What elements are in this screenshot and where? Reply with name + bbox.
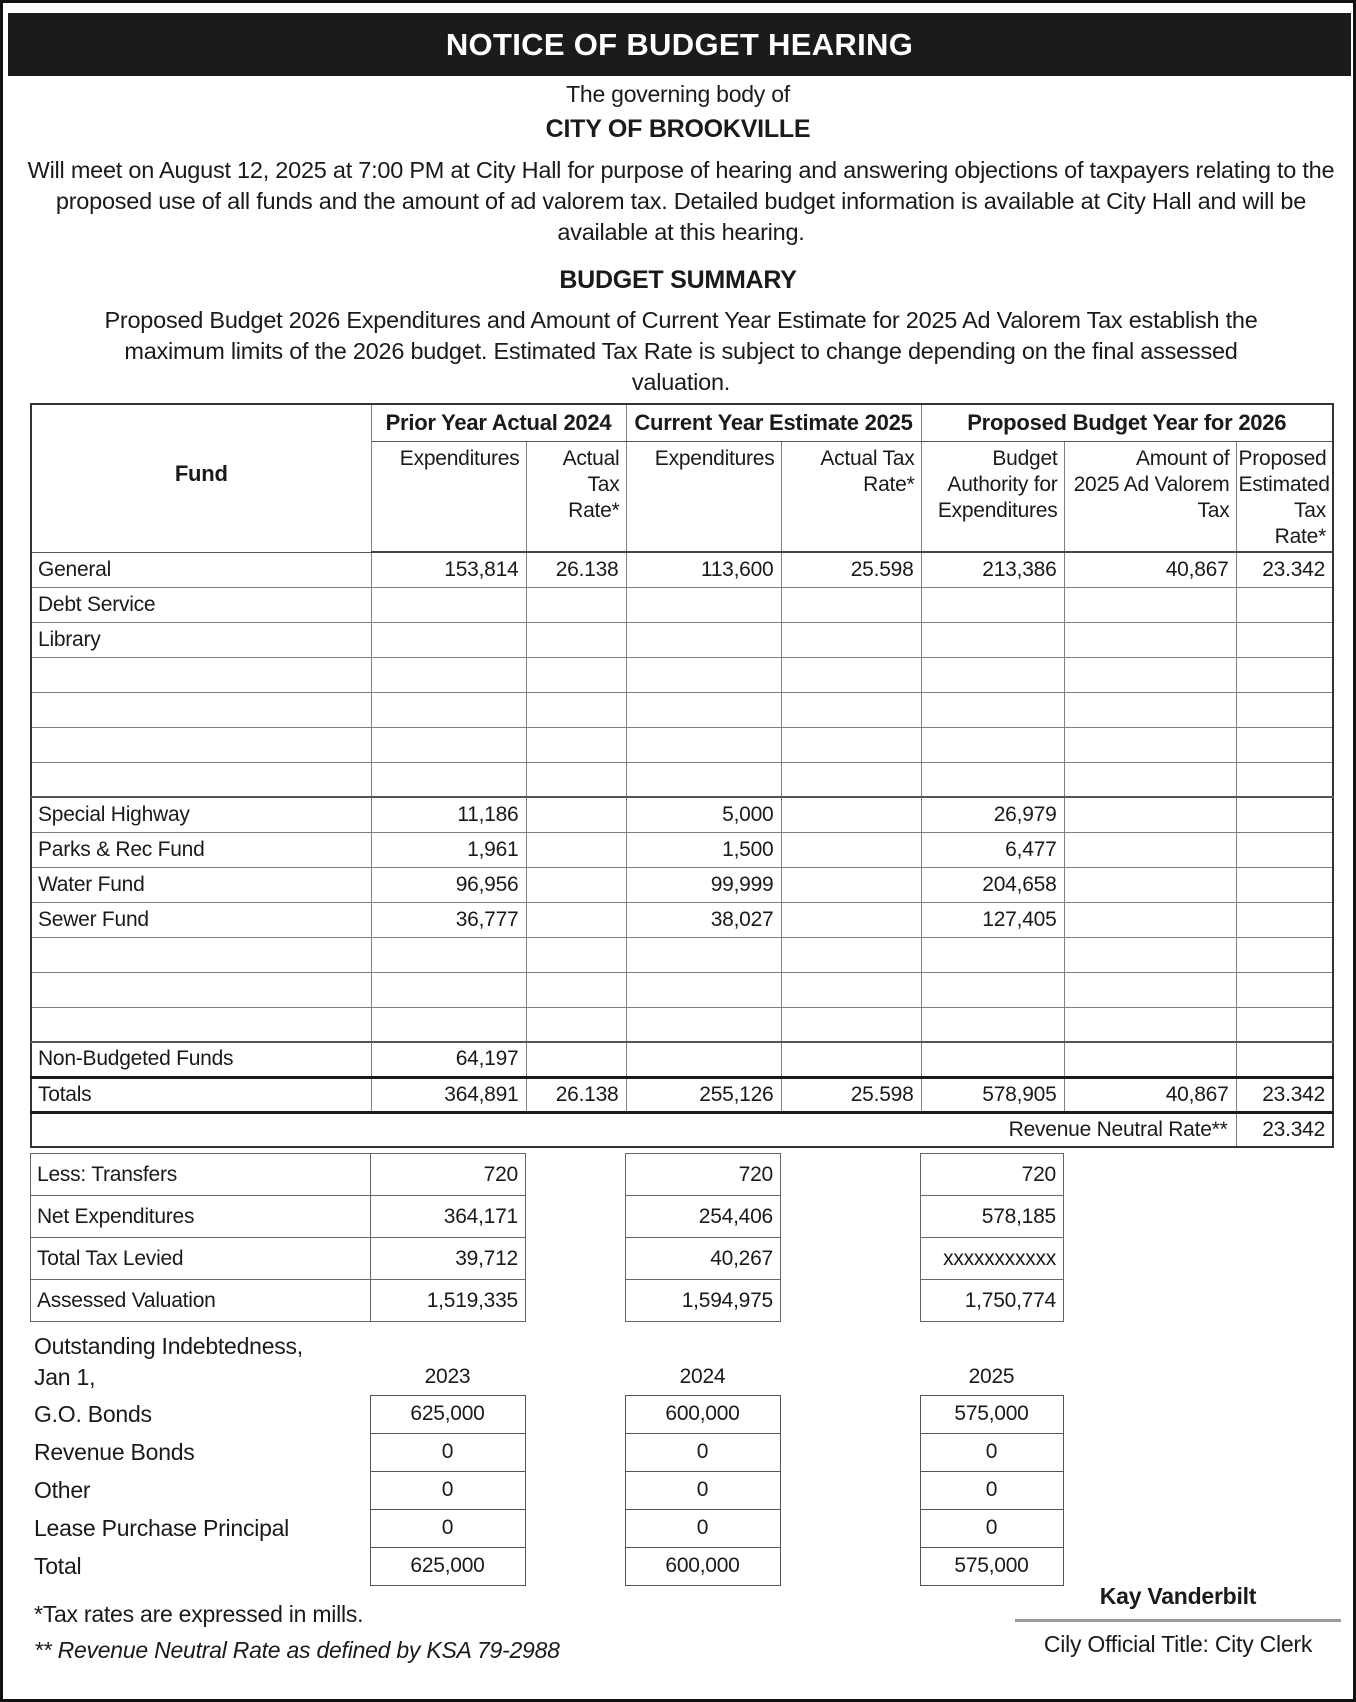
- fund-label: [31, 1007, 371, 1042]
- value-cell: [1236, 762, 1333, 797]
- adjustment-label: Net Expenditures: [31, 1196, 371, 1238]
- value-cell: [371, 587, 526, 622]
- revenue-neutral-row: [31, 1112, 1333, 1147]
- value-cell: [626, 1042, 781, 1077]
- value-cell: [781, 762, 921, 797]
- column-header-line: Budget: [992, 446, 1058, 470]
- footnote-revenue-neutral: ** Revenue Neutral Rate as defined by KSA 79-2988: [34, 1637, 560, 1663]
- value-cell: 11,186: [371, 797, 526, 832]
- group-header-0: Prior Year Actual 2024: [371, 404, 626, 441]
- column-header-line: Estimated: [1238, 472, 1330, 496]
- governing-body-line: The governing body of: [566, 81, 790, 107]
- value-cell: 25.598: [781, 552, 921, 587]
- value-cell: [921, 657, 1064, 692]
- value-cell: [526, 937, 626, 972]
- year-header: 2025: [968, 1364, 1015, 1388]
- value-cell: 5,000: [626, 797, 781, 832]
- indebtedness-value: 0: [920, 1509, 1063, 1547]
- column-header-line: Amount of: [1135, 446, 1230, 470]
- value-cell: [626, 972, 781, 1007]
- value-cell: 23.342: [1236, 1077, 1333, 1112]
- table-row: [31, 937, 1333, 972]
- indebtedness-value: 0: [370, 1509, 525, 1547]
- fund-label: [31, 692, 371, 727]
- column-spacer: [526, 1154, 626, 1196]
- indebtedness-value: 600,000: [625, 1395, 780, 1433]
- indebtedness-value: 625,000: [370, 1547, 525, 1585]
- signature-line: [1015, 1619, 1341, 1622]
- adjustments-table: [30, 1153, 1064, 1322]
- budget-summary-title: BUDGET SUMMARY: [559, 266, 797, 294]
- value-cell: [1236, 832, 1333, 867]
- value-cell: 113,600: [626, 552, 781, 587]
- fund-label: Special Highway: [31, 797, 371, 832]
- value-cell: [921, 727, 1064, 762]
- column-header-5: [1064, 441, 1236, 552]
- value-cell: [371, 692, 526, 727]
- adjustment-value: 254,406: [626, 1196, 781, 1238]
- table-row: [31, 762, 1333, 797]
- notice-title: NOTICE OF BUDGET HEARING: [445, 26, 914, 62]
- adjustment-label: Assessed Valuation: [31, 1280, 371, 1322]
- indebtedness-row: [30, 1395, 1063, 1433]
- column-spacer: [780, 1509, 920, 1547]
- table-row: [31, 657, 1333, 692]
- column-header-line: Expenditures: [399, 446, 520, 470]
- value-cell: [781, 867, 921, 902]
- indebtedness-label: Other: [34, 1476, 91, 1503]
- adjustment-label: Total Tax Levied: [31, 1238, 371, 1280]
- value-cell: [526, 867, 626, 902]
- fund-label: Totals: [31, 1077, 371, 1112]
- column-header-line: Rate*: [863, 472, 915, 496]
- table-row: [31, 902, 1333, 937]
- value-cell: 26,979: [921, 797, 1064, 832]
- value-cell: [371, 972, 526, 1007]
- value-cell: [921, 622, 1064, 657]
- table-row: [31, 587, 1333, 622]
- column-header-line: Tax: [1197, 498, 1230, 522]
- column-header-line: 2025 Ad Valorem: [1073, 472, 1230, 496]
- indebtedness-subtitle: Jan 1,: [34, 1363, 96, 1390]
- value-cell: [1064, 657, 1236, 692]
- value-cell: [626, 587, 781, 622]
- table-row: [31, 727, 1333, 762]
- value-cell: [1064, 832, 1236, 867]
- adjustment-value: 39,712: [371, 1238, 526, 1280]
- value-cell: 23.342: [1236, 552, 1333, 587]
- value-cell: [1064, 762, 1236, 797]
- value-cell: [626, 727, 781, 762]
- indebtedness-value: 0: [625, 1509, 780, 1547]
- value-cell: [781, 797, 921, 832]
- group-header-1: Current Year Estimate 2025: [626, 404, 921, 441]
- column-header-line: Authority for: [947, 472, 1058, 496]
- value-cell: [1236, 867, 1333, 902]
- fund-label: [31, 657, 371, 692]
- value-cell: [526, 692, 626, 727]
- value-cell: [1236, 1042, 1333, 1077]
- indebtedness-label: G.O. Bonds: [34, 1400, 152, 1427]
- adjustment-value: 720: [921, 1154, 1064, 1196]
- value-cell: [921, 1042, 1064, 1077]
- value-cell: 364,891: [371, 1077, 526, 1112]
- adjustment-value: 40,267: [626, 1238, 781, 1280]
- meeting-paragraph: Will meet on August 12, 2025 at 7:00 PM at City Hall for purpose of hearing and answering objections of taxpayers relating to the proposed use of all funds and the amount of ad valorem tax. Detailed budget information is available at City Hall and will be available at this hearing.: [27, 157, 1335, 245]
- value-cell: [371, 727, 526, 762]
- column-header-line: Proposed: [1238, 446, 1327, 470]
- column-spacer: [526, 1280, 626, 1322]
- table-row: [31, 972, 1333, 1007]
- value-cell: 1,500: [626, 832, 781, 867]
- value-cell: 38,027: [626, 902, 781, 937]
- value-cell: [1236, 692, 1333, 727]
- value-cell: [1236, 657, 1333, 692]
- value-cell: 99,999: [626, 867, 781, 902]
- revenue-neutral-value: 23.342: [1236, 1112, 1333, 1147]
- value-cell: [1236, 972, 1333, 1007]
- value-cell: [1236, 937, 1333, 972]
- column-spacer: [781, 1196, 921, 1238]
- value-cell: [921, 937, 1064, 972]
- adjustment-value: 578,185: [921, 1196, 1064, 1238]
- value-cell: 153,814: [371, 552, 526, 587]
- column-header-line: Tax: [587, 472, 620, 496]
- value-cell: [1064, 797, 1236, 832]
- adjustment-value: xxxxxxxxxxx: [921, 1238, 1064, 1280]
- value-cell: [1236, 727, 1333, 762]
- indebtedness-value: 0: [370, 1471, 525, 1509]
- value-cell: [1236, 902, 1333, 937]
- fund-label: General: [31, 552, 371, 587]
- column-header-0: [371, 441, 526, 552]
- value-cell: [781, 727, 921, 762]
- value-cell: [526, 797, 626, 832]
- value-cell: [626, 762, 781, 797]
- value-cell: [1064, 937, 1236, 972]
- column-header-line: Expenditures: [937, 498, 1058, 522]
- column-spacer: [526, 1238, 626, 1280]
- revenue-neutral-label: Revenue Neutral Rate**: [31, 1112, 1236, 1147]
- fund-label: Library: [31, 622, 371, 657]
- indebtedness-table: [30, 1359, 1064, 1586]
- indebtedness-row: [30, 1509, 1063, 1547]
- value-cell: [1064, 692, 1236, 727]
- value-cell: 255,126: [626, 1077, 781, 1112]
- value-cell: 26.138: [526, 552, 626, 587]
- indebtedness-year-row: [30, 1359, 1063, 1395]
- value-cell: 40,867: [1064, 1077, 1236, 1112]
- column-spacer: [525, 1433, 625, 1471]
- value-cell: [921, 1007, 1064, 1042]
- value-cell: [526, 1007, 626, 1042]
- value-cell: [1064, 1042, 1236, 1077]
- notice-banner: [8, 13, 1351, 76]
- value-cell: [526, 972, 626, 1007]
- value-cell: [781, 937, 921, 972]
- value-cell: [781, 1007, 921, 1042]
- value-cell: [781, 902, 921, 937]
- column-header-4: [921, 441, 1064, 552]
- column-spacer: [780, 1359, 920, 1395]
- value-cell: [1064, 902, 1236, 937]
- value-cell: [781, 622, 921, 657]
- adjustment-value: 1,594,975: [626, 1280, 781, 1322]
- column-spacer: [781, 1280, 921, 1322]
- column-header-1: [526, 441, 626, 552]
- indebtedness-row: [30, 1547, 1063, 1585]
- adjustment-value: 720: [371, 1154, 526, 1196]
- value-cell: [626, 937, 781, 972]
- adjustment-value: 364,171: [371, 1196, 526, 1238]
- value-cell: [1236, 1007, 1333, 1042]
- group-header-2: Proposed Budget Year for 2026: [921, 404, 1333, 441]
- value-cell: [1236, 797, 1333, 832]
- value-cell: 26.138: [526, 1077, 626, 1112]
- budget-table: [30, 403, 1334, 1148]
- value-cell: 204,658: [921, 867, 1064, 902]
- value-cell: [921, 587, 1064, 622]
- value-cell: 36,777: [371, 902, 526, 937]
- indebtedness-value: 600,000: [625, 1547, 780, 1585]
- value-cell: [1064, 867, 1236, 902]
- table-row: [31, 832, 1333, 867]
- column-spacer: [525, 1547, 625, 1585]
- value-cell: 1,961: [371, 832, 526, 867]
- value-cell: [1064, 587, 1236, 622]
- table-row: [31, 1007, 1333, 1042]
- value-cell: [921, 762, 1064, 797]
- column-spacer: [781, 1238, 921, 1280]
- table-row: [31, 692, 1333, 727]
- table-row: [31, 797, 1333, 832]
- value-cell: [781, 657, 921, 692]
- column-spacer: [781, 1154, 921, 1196]
- official-name: Kay Vanderbilt: [1099, 1583, 1257, 1609]
- column-spacer: [525, 1395, 625, 1433]
- column-spacer: [780, 1433, 920, 1471]
- column-spacer: [780, 1547, 920, 1585]
- value-cell: [1236, 587, 1333, 622]
- adjustment-row: [31, 1238, 1064, 1280]
- indebtedness-value: 0: [370, 1433, 525, 1471]
- value-cell: [1064, 1007, 1236, 1042]
- fund-label: Water Fund: [31, 867, 371, 902]
- footnote-mills: *Tax rates are expressed in mills.: [34, 1601, 364, 1627]
- indebtedness-label: Revenue Bonds: [34, 1438, 195, 1465]
- fund-label: Parks & Rec Fund: [31, 832, 371, 867]
- signature-block: [1015, 1583, 1341, 1658]
- fund-column-header: Fund: [31, 404, 371, 552]
- fund-label: Sewer Fund: [31, 902, 371, 937]
- indebtedness-row: [30, 1471, 1063, 1509]
- budget-summary-paragraph: Proposed Budget 2026 Expenditures and Amount of Current Year Estimate for 2025 Ad Valorem Tax establish the maximum limits of the 2026 budget. Estimated Tax Rate is subject to change depending on the final assessed valuation.: [104, 307, 1258, 395]
- value-cell: [781, 1042, 921, 1077]
- value-cell: [1236, 622, 1333, 657]
- table-row: [31, 622, 1333, 657]
- column-spacer: [526, 1196, 626, 1238]
- column-header-6: [1236, 441, 1333, 552]
- fund-label: [31, 937, 371, 972]
- value-cell: 213,386: [921, 552, 1064, 587]
- value-cell: [371, 1007, 526, 1042]
- indebtedness-label: Lease Purchase Principal: [34, 1514, 290, 1541]
- fund-label: Non-Budgeted Funds: [31, 1042, 371, 1077]
- fund-label: Debt Service: [31, 587, 371, 622]
- value-cell: 578,905: [921, 1077, 1064, 1112]
- value-cell: [1064, 622, 1236, 657]
- indebtedness-row: [30, 1433, 1063, 1471]
- indebtedness-value: 625,000: [370, 1395, 525, 1433]
- adjustment-row: [31, 1196, 1064, 1238]
- indebtedness-value: 0: [920, 1471, 1063, 1509]
- value-cell: [526, 762, 626, 797]
- value-cell: 64,197: [371, 1042, 526, 1077]
- value-cell: [526, 1042, 626, 1077]
- value-cell: [526, 657, 626, 692]
- column-header-line: Tax Rate*: [1274, 498, 1327, 548]
- table-row: [31, 552, 1333, 587]
- value-cell: [921, 972, 1064, 1007]
- table-row: [31, 867, 1333, 902]
- indebtedness-value: 0: [920, 1433, 1063, 1471]
- fund-label: [31, 762, 371, 797]
- column-spacer: [525, 1471, 625, 1509]
- value-cell: [781, 832, 921, 867]
- value-cell: 96,956: [371, 867, 526, 902]
- value-cell: [526, 587, 626, 622]
- table-row: [31, 1077, 1333, 1112]
- value-cell: [526, 832, 626, 867]
- value-cell: [626, 692, 781, 727]
- value-cell: 6,477: [921, 832, 1064, 867]
- adjustment-value: 1,750,774: [921, 1280, 1064, 1322]
- value-cell: [371, 762, 526, 797]
- adjustment-value: 720: [626, 1154, 781, 1196]
- value-cell: [526, 622, 626, 657]
- fund-label: [31, 727, 371, 762]
- table-group-header-row: [31, 404, 1333, 441]
- adjustment-value: 1,519,335: [371, 1280, 526, 1322]
- value-cell: [526, 727, 626, 762]
- indebtedness-value: 0: [625, 1433, 780, 1471]
- year-header: 2023: [424, 1364, 471, 1388]
- indebtedness-value: 575,000: [920, 1547, 1063, 1585]
- column-header-line: Actual Tax: [820, 446, 915, 470]
- fund-label: [31, 972, 371, 1007]
- adjustment-row: [31, 1154, 1064, 1196]
- value-cell: [371, 657, 526, 692]
- value-cell: [626, 622, 781, 657]
- column-header-line: Expenditures: [654, 446, 775, 470]
- value-cell: [371, 622, 526, 657]
- adjustment-label: Less: Transfers: [31, 1154, 371, 1196]
- column-header-3: [781, 441, 921, 552]
- value-cell: [781, 972, 921, 1007]
- value-cell: [371, 937, 526, 972]
- value-cell: [1064, 972, 1236, 1007]
- value-cell: [781, 587, 921, 622]
- table-row: [31, 1042, 1333, 1077]
- value-cell: [526, 902, 626, 937]
- value-cell: [626, 657, 781, 692]
- value-cell: [781, 692, 921, 727]
- city-name: CITY OF BROOKVILLE: [545, 115, 811, 143]
- column-spacer: [525, 1509, 625, 1547]
- value-cell: [626, 1007, 781, 1042]
- indebtedness-label: Total: [34, 1552, 82, 1579]
- column-header-2: [626, 441, 781, 552]
- value-cell: [1064, 727, 1236, 762]
- column-spacer: [525, 1359, 625, 1395]
- value-cell: 25.598: [781, 1077, 921, 1112]
- year-header: 2024: [679, 1364, 726, 1388]
- indebtedness-value: 575,000: [920, 1395, 1063, 1433]
- official-title: Cily Official Title: City Clerk: [1043, 1631, 1313, 1657]
- column-spacer: [780, 1395, 920, 1433]
- indebtedness-title: Outstanding Indebtedness,: [34, 1333, 303, 1359]
- column-header-line: Rate*: [568, 498, 620, 522]
- indebtedness-value: 0: [625, 1471, 780, 1509]
- value-cell: 127,405: [921, 902, 1064, 937]
- value-cell: 40,867: [1064, 552, 1236, 587]
- adjustment-row: [31, 1280, 1064, 1322]
- column-spacer: [780, 1471, 920, 1509]
- column-header-line: Actual: [562, 446, 620, 470]
- value-cell: [921, 692, 1064, 727]
